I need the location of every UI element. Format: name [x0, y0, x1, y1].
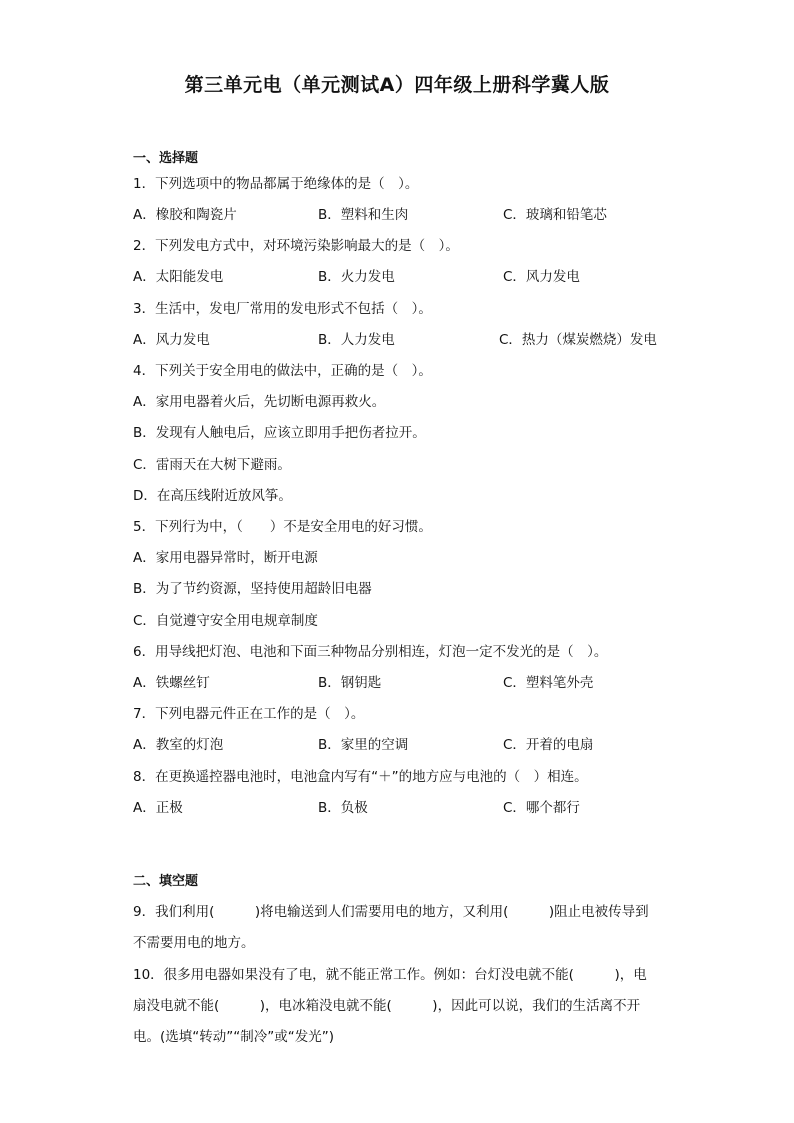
- question-6-option-a: A．铁螺丝钉: [133, 675, 210, 691]
- question-10-line-2: 扇没电就不能( )，电冰箱没电就不能( )，因此可以说，我们的生活离不开: [133, 998, 641, 1014]
- question-6-option-b: B．钢钥匙: [318, 675, 382, 691]
- question-5-option-c: C．自觉遵守安全用电规章制度: [133, 613, 318, 629]
- question-7-option-a: A．教室的灯泡: [133, 737, 224, 753]
- question-6-stem: 6．用导线把灯泡、电池和下面三种物品分别相连，灯泡一定不发光的是（ ）。: [133, 644, 608, 660]
- question-1-option-b: B．塑料和生肉: [318, 207, 409, 223]
- question-4-option-b: B．发现有人触电后，应该立即用手把伤者拉开。: [133, 425, 426, 441]
- question-2-option-b: B．火力发电: [318, 269, 395, 285]
- question-3-stem: 3．生活中，发电厂常用的发电形式不包括（ ）。: [133, 301, 432, 317]
- question-3-option-c: C．热力（煤炭燃烧）发电: [499, 332, 657, 348]
- question-4-option-c: C．雷雨天在大树下避雨。: [133, 457, 291, 473]
- question-4-option-a: A．家用电器着火后，先切断电源再救火。: [133, 394, 386, 410]
- question-1-option-c: C．玻璃和铅笔芯: [503, 207, 607, 223]
- page-title: 第三单元电（单元测试A）四年级上册科学冀人版: [184, 74, 610, 96]
- question-2-option-a: A．太阳能发电: [133, 269, 224, 285]
- question-10-line-3: 电。(选填“转动”“制冷”或“发光”): [133, 1029, 334, 1045]
- question-6-option-c: C．塑料笔外壳: [503, 675, 594, 691]
- question-4-stem: 4．下列关于安全用电的做法中，正确的是（ ）。: [133, 363, 432, 379]
- question-10-line-1: 10．很多用电器如果没有了电，就不能正常工作。例如：台灯没电就不能( )，电: [133, 967, 647, 983]
- question-1-option-a: A．橡胶和陶瓷片: [133, 207, 237, 223]
- question-5-stem: 5．下列行为中，（ ）不是安全用电的好习惯。: [133, 519, 432, 535]
- section-heading-fill: 二、填空题: [133, 874, 199, 889]
- question-7-option-b: B．家里的空调: [318, 737, 409, 753]
- question-7-option-c: C．开着的电扇: [503, 737, 594, 753]
- question-9-line-1: 9．我们利用( )将电输送到人们需要用电的地方，又利用( )阻止电被传导到: [133, 904, 649, 920]
- question-2-option-c: C．风力发电: [503, 269, 580, 285]
- question-4-option-d: D．在高压线附近放风筝。: [133, 488, 292, 504]
- question-8-option-a: A．正极: [133, 800, 183, 816]
- question-3-option-a: A．风力发电: [133, 332, 210, 348]
- question-1-stem: 1．下列选项中的物品都属于绝缘体的是（ ）。: [133, 176, 419, 192]
- question-5-option-a: A．家用电器异常时，断开电源: [133, 550, 318, 566]
- question-2-stem: 2．下列发电方式中，对环境污染影响最大的是（ ）。: [133, 238, 459, 254]
- question-3-option-b: B．人力发电: [318, 332, 395, 348]
- section-heading-choice: 一、选择题: [133, 151, 199, 166]
- question-7-stem: 7．下列电器元件正在工作的是（ ）。: [133, 706, 365, 722]
- question-5-option-b: B．为了节约资源，坚持使用超龄旧电器: [133, 581, 372, 597]
- question-8-option-b: B．负极: [318, 800, 368, 816]
- question-8-option-c: C．哪个都行: [503, 800, 580, 816]
- question-9-line-2: 不需要用电的地方。: [133, 935, 255, 951]
- question-8-stem: 8．在更换遥控器电池时，电池盒内写有“＋”的地方应与电池的（ ）相连。: [133, 769, 588, 785]
